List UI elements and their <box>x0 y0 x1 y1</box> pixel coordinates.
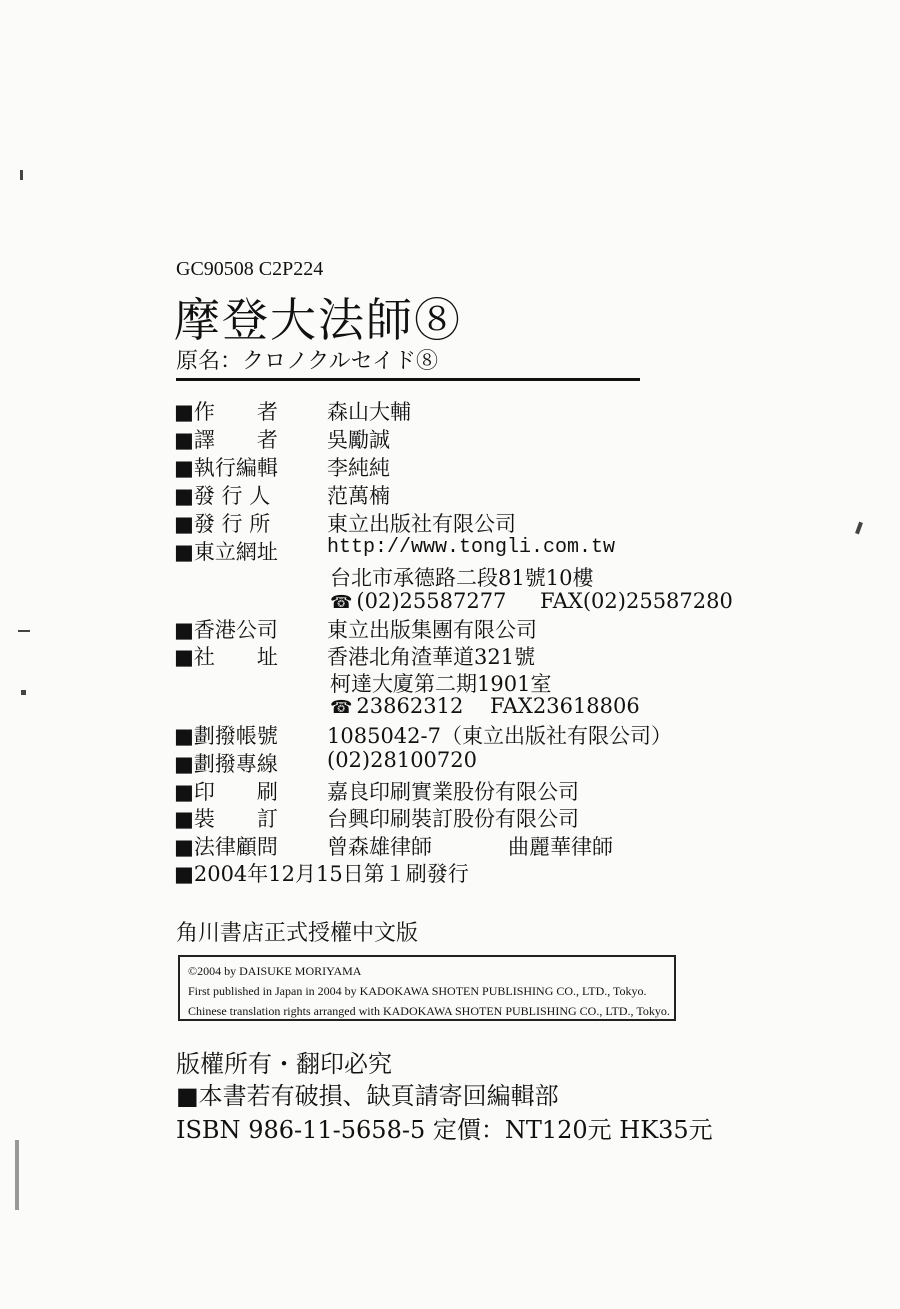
credit-value: 香港北角渣華道321號 <box>327 645 536 669</box>
credit-label: ■東立網址 <box>174 540 278 564</box>
credit-label: ■裝 訂 <box>174 807 278 831</box>
damage-notice: ■本書若有破損、缺頁請寄回編輯部 <box>176 1082 559 1110</box>
credit-row-printer <box>174 776 579 803</box>
website-link[interactable]: http://www.tongli.com.tw <box>327 536 616 559</box>
original-title: 原名：クロノクルセイド⑧ <box>176 349 439 374</box>
tw-fax: FAX(02)25587280 <box>540 589 733 613</box>
hk-address-line2: 柯達大廈第二期1901室 <box>330 672 552 696</box>
credit-row-lawyer <box>174 831 634 858</box>
credit-label: ■印 刷 <box>174 780 278 804</box>
scan-speck <box>20 170 23 180</box>
title-divider <box>176 378 640 381</box>
copyright-line: First published in Japan in 2004 by KADOKAWA SHOTEN PUBLISHING CO., LTD., Tokyo. <box>188 984 647 998</box>
credit-label: ■劃撥專線 <box>174 752 278 776</box>
credit-label: ■發 行 人 <box>174 484 271 508</box>
credit-value: 東立出版社有限公司 <box>327 512 516 536</box>
credit-row-author <box>174 396 411 423</box>
authorized-edition: 角川書店正式授權中文版 <box>176 921 419 946</box>
scan-speck <box>15 1140 19 1210</box>
telephone-icon: ☎ <box>330 592 353 613</box>
hk-phone: 23862312 <box>356 694 464 718</box>
credit-row-editor <box>174 452 390 479</box>
edition-line <box>174 858 469 885</box>
credit-value: 嘉良印刷實業股份有限公司 <box>327 780 579 804</box>
credit-row-giro-line <box>174 748 477 775</box>
credit-value: 范萬楠 <box>327 484 390 508</box>
credit-label: ■社 址 <box>174 645 278 669</box>
credit-value: 森山大輔 <box>327 400 411 424</box>
credit-value: 台興印刷裝訂股份有限公司 <box>327 807 579 831</box>
credit-label: ■香港公司 <box>174 618 278 642</box>
credit-label: ■執行編輯 <box>174 456 278 480</box>
tw-phone: (02)25587277 <box>356 589 507 613</box>
scan-speck <box>18 630 30 632</box>
credit-value: 吳勵誠 <box>327 428 390 452</box>
hk-fax: FAX23618806 <box>490 694 640 718</box>
scan-speck <box>21 690 26 695</box>
credit-value: (02)28100720 <box>327 748 477 772</box>
tw-address: 台北市承德路二段81號10樓 <box>330 566 594 590</box>
credit-label: ■法律顧問 <box>174 835 278 859</box>
credit-value: 1085042-7（東立出版社有限公司） <box>327 724 672 748</box>
credit-label: ■譯 者 <box>174 428 278 452</box>
rights-notice: 版權所有・翻印必究 <box>176 1050 392 1078</box>
lawyer-2: 曲麗華律師 <box>508 835 613 859</box>
credit-label: ■發 行 所 <box>174 512 271 536</box>
isbn-price: ISBN 986-11-5658-5 定價：NT120元 HK35元 <box>176 1116 713 1144</box>
credit-row-publisher <box>174 480 390 507</box>
tw-contact-line <box>330 589 733 613</box>
credit-row-publishing-house <box>174 508 516 535</box>
copyright-line: Chinese translation rights arranged with KADOKAWA SHOTEN PUBLISHING CO., LTD., Tokyo. <box>188 1004 670 1018</box>
credit-row-hk-address <box>174 641 535 668</box>
credit-row-website <box>174 536 615 563</box>
catalog-code: GC90508 C2P224 <box>176 258 324 280</box>
hk-contact-line <box>330 694 640 718</box>
credit-value: 李純純 <box>327 456 390 480</box>
book-title: 摩登大法師⑧ <box>174 293 462 347</box>
credit-row-hk-company <box>174 614 537 641</box>
copyright-line: ©2004 by DAISUKE MORIYAMA <box>188 964 362 978</box>
credit-row-binder <box>174 803 579 830</box>
edition-text: ■2004年12月15日第１刷發行 <box>174 862 469 886</box>
credit-row-translator <box>174 424 390 451</box>
credit-row-giro-account <box>174 720 672 747</box>
credit-value: 東立出版集團有限公司 <box>327 618 537 642</box>
copyright-box <box>178 955 676 1021</box>
telephone-icon: ☎ <box>330 697 353 718</box>
scan-speck <box>855 522 863 535</box>
credit-label: ■作 者 <box>174 400 278 424</box>
credit-label: ■劃撥帳號 <box>174 724 278 748</box>
lawyer-1: 曾森雄律師 <box>327 835 432 859</box>
